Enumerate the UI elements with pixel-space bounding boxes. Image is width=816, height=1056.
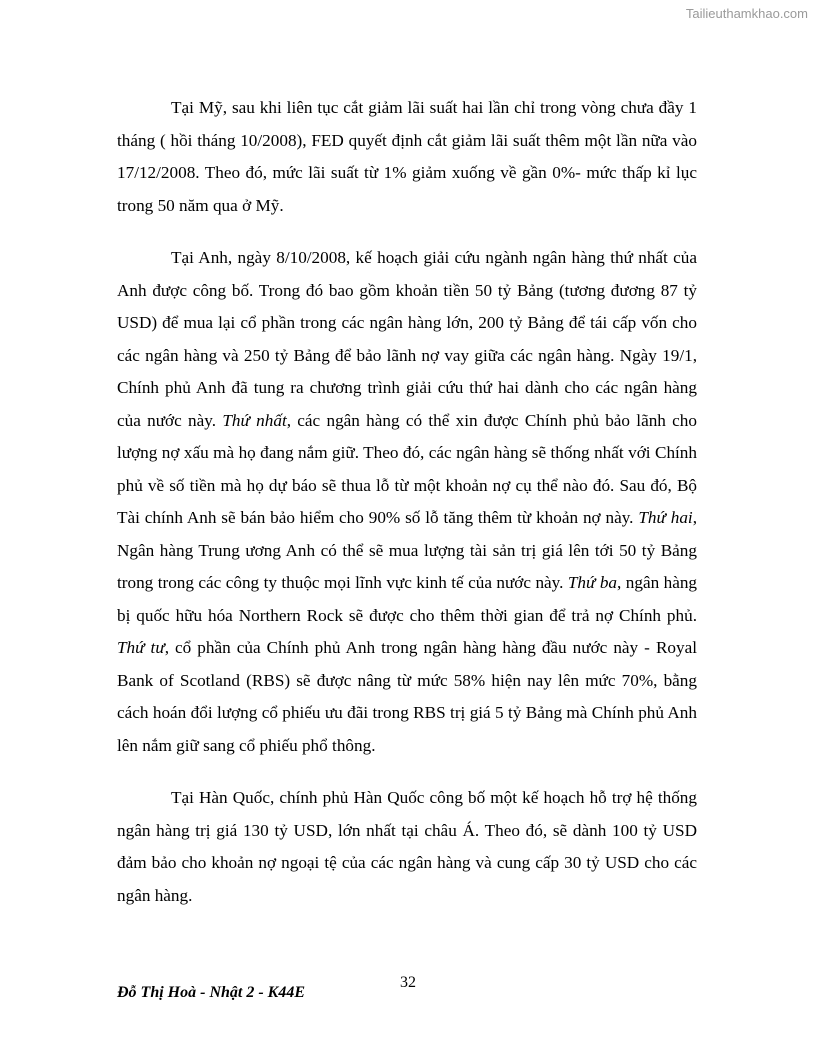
paragraph-han-quoc <box>117 782 697 912</box>
emphasis-thu-nhat: Thứ nhất <box>222 410 287 430</box>
watermark: Tailieuthamkhao.com <box>685 6 808 21</box>
text-run: Tại Anh, ngày 8/10/2008, kế hoạch giải cứu ngành ngân hàng thứ nhất của Anh được công bố. Trong đó bao gồm khoản tiền 50 tỷ Bảng (tương đương 87 tỷ USD) để mua lại cổ phần trong các ngân hàng lớn, 200 tỷ Bảng để tái cấp vốn cho các ngân hàng và 250 tỷ Bảng để bảo lãnh nợ vay giữa các ngân hàng. Ngày 19/1, Chính phủ Anh đã tung ra chương trình giải cứu thứ hai dành cho các ngân hàng của nước này. <box>117 248 697 430</box>
footer-author: Đỗ Thị Hoà - Nhật 2 - K44E <box>117 984 306 1001</box>
text-run: , chính phủ Hàn Quốc công bố một kế hoạch hỗ trợ hệ thống ngân hàng trị giá 130 tỷ USD, lớn nhất tại châu Á. Theo đó, sẽ dành 100 tỷ USD đảm bảo cho khoản nợ ngoại tệ của các ngân hàng và cung cấp 30 tỷ USD cho các ngân hàng. <box>117 788 697 905</box>
text-run: , các ngân hàng có thể xin được Chính phủ bảo lãnh cho lượng nợ xấu mà họ đang nắm giữ. Theo đó, các ngân hàng sẽ thống nhất với Chính phủ về số tiền mà họ dự báo sẽ thua lỗ từ một khoản nợ cụ thể nào đó. Sau đó, Bộ Tài chính Anh sẽ bán bảo hiểm cho 90% số lỗ tăng thêm từ khoản nợ này. <box>117 410 697 527</box>
text-run: Tại Hàn Quốc <box>171 788 270 807</box>
emphasis-thu-hai: Thứ hai <box>638 508 693 527</box>
emphasis-thu-ba: Thứ ba <box>567 573 618 592</box>
text-run: , sau khi liên tục cắt giảm lãi suất hai lần chỉ trong vòng chưa đầy 1 tháng ( hồi tháng 10/2008), FED quyết định cắt giảm lãi suất thêm một lần nữa vào 17/12/2008. Theo đó, mức lãi suất từ 1% giảm xuống về gần 0%- mức thấp kỉ lục trong 50 năm qua ở Mỹ. <box>117 98 698 215</box>
text-run: , cổ phần của Chính phủ Anh trong ngân hàng hàng đầu nước này - Royal Bank of Scotland (RBS) sẽ được nâng từ mức 58% hiện nay lên mức 70%, bằng cách hoán đổi lượng cổ phiếu ưu đãi trong RBS trị giá 5 tỷ Bảng mà Chính phủ Anh lên nắm giữ sang cổ phiếu phổ thông. <box>117 638 697 755</box>
page-number: 32 <box>400 974 416 991</box>
text-run: , ngân hàng bị quốc hữu hóa Northern Rock sẽ được cho thêm thời gian để trả nợ Chính phủ. <box>117 573 698 625</box>
paragraph-my <box>117 92 697 222</box>
document-body <box>117 92 697 932</box>
paragraph-anh <box>117 242 697 762</box>
text-run: Tại Mỹ <box>171 98 223 117</box>
text-run: , Ngân hàng Trung ương Anh có thể sẽ mua lượng tài sản trị giá lên tới 50 tỷ Bảng trong trong các công ty thuộc mọi lĩnh vực kinh tế của nước này. <box>117 508 697 592</box>
emphasis-thu-tu: Thứ tư <box>117 638 165 657</box>
